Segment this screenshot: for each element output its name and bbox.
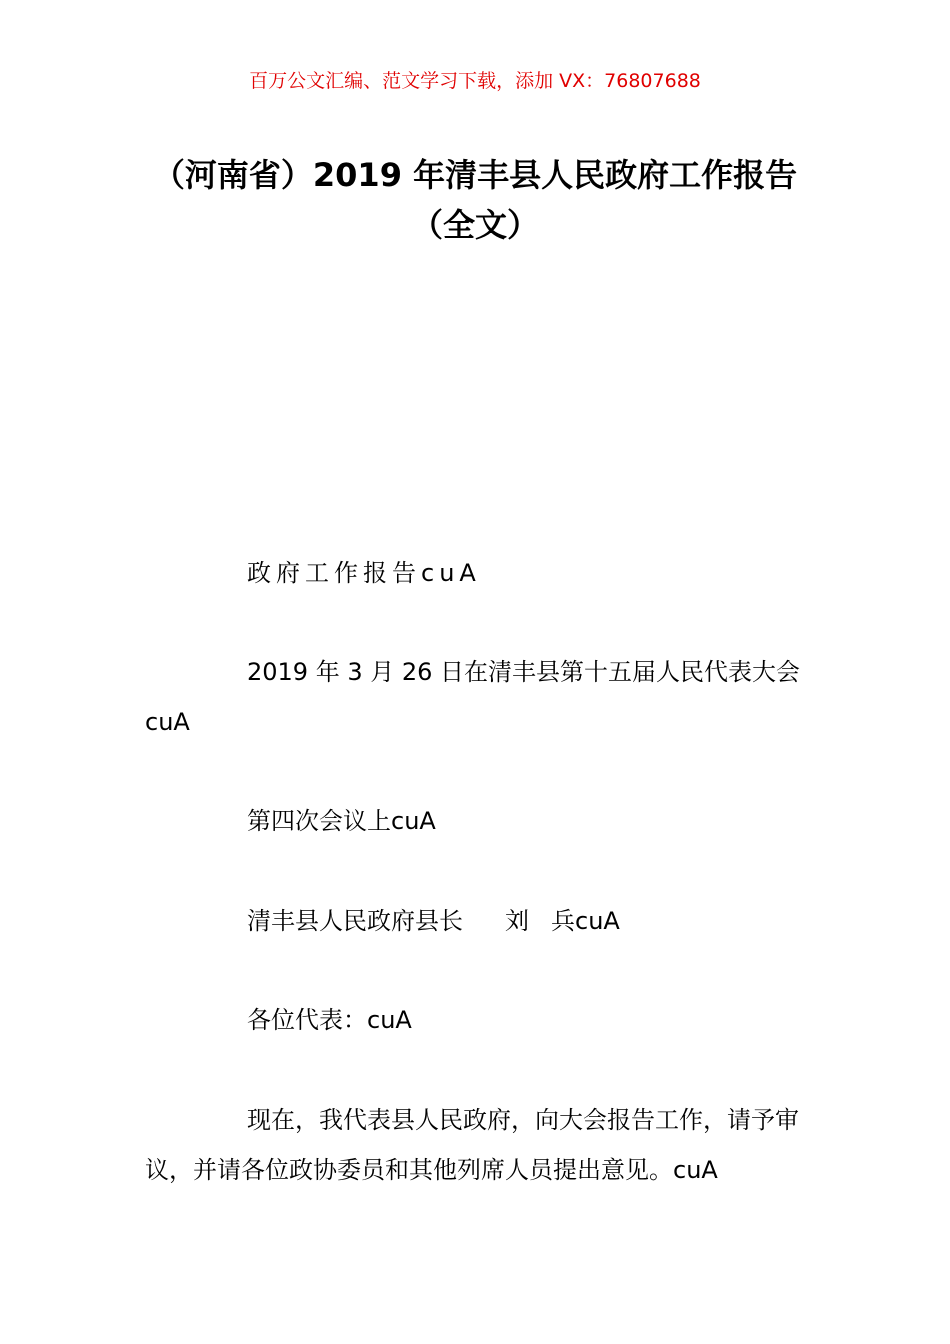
header-note: 百万公文汇编、范文学习下载，添加 VX：76807688 <box>249 70 701 92</box>
paragraph-speaker <box>145 896 810 946</box>
paragraph-report-heading: 政府工作报告cuA <box>247 559 481 587</box>
speaker-title: 清丰县人民政府县长 <box>247 907 463 935</box>
paragraph-salutation: 各位代表：cuA <box>247 1006 412 1034</box>
speaker-name-first: 刘 <box>505 907 529 935</box>
speaker-name-last: 兵cuA <box>551 907 620 935</box>
document-title: （河南省）2019 年清丰县人民政府工作报告（全文） <box>152 156 798 244</box>
paragraph-meeting-session: 第四次会议上cuA <box>247 807 436 835</box>
paragraph-opening: 现在，我代表县人民政府，向大会报告工作，请予审议，并请各位政协委员和其他列席人员提出意见。cuA <box>145 1106 799 1184</box>
paragraph-meeting-date: 2019 年 3 月 26 日在清丰县第十五届人民代表大会cuA <box>145 658 801 736</box>
